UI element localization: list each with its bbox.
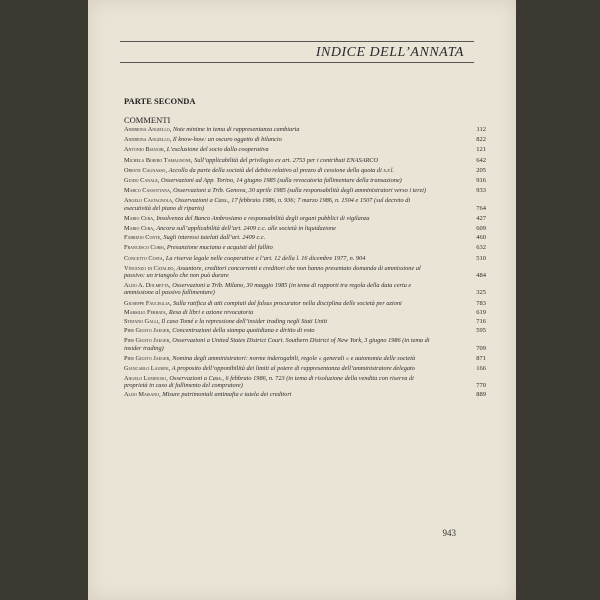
entry-text xyxy=(124,146,432,153)
entry-author: Pier Giusto Jaeger xyxy=(124,337,170,345)
entry-author: Aldo Maisano xyxy=(124,390,160,398)
entry-text xyxy=(124,197,432,211)
entry-author: Marco Cassottana xyxy=(124,187,170,195)
entry-text xyxy=(124,282,432,296)
entry-title: A proposito dell’opponibilità dei limiti al potere di rappresentanza dell’amministratore delegato xyxy=(171,365,415,373)
entry-page-number: 121 xyxy=(476,146,486,154)
index-entry xyxy=(124,365,486,372)
index-entry xyxy=(124,265,486,279)
entry-text xyxy=(124,126,432,133)
entry-title: Sugli interessi tutelati dall’art. 2409 c.c. xyxy=(163,234,266,242)
entry-author: Pier Giusto Jaeger xyxy=(124,354,170,362)
entry-author: Angelo Castagnola xyxy=(124,197,172,205)
entry-separator: , xyxy=(169,187,174,195)
entry-title: Osservazioni a Cass., 17 febbraio 1986, n. 936; 7 marzo 1986, n. 1504 e 1507 (sul decreto di esecutività del piano di riparto) xyxy=(124,197,411,212)
entry-title: Osservazioni ad App. Torino, 14 giugno 1985 (sulla revocatoria fallimentare della transazione) xyxy=(161,177,402,185)
entry-text xyxy=(124,327,432,334)
index-entry xyxy=(124,300,486,307)
entry-page-number: 916 xyxy=(476,177,486,185)
entry-title: Il caso Tomé e la repressione dell’insider trading negli Stati Uniti xyxy=(161,318,328,326)
entry-title: Accollo da parte della società del debito relativo al prezzo di cessione della quota di s.r.l. xyxy=(168,166,395,174)
entry-page-number: 933 xyxy=(476,187,486,195)
index-entry xyxy=(124,355,486,362)
entry-title: L’esclusione del socio dalla cooperativa xyxy=(166,146,269,154)
entry-page-number: 619 xyxy=(476,308,486,316)
entry-separator: , xyxy=(169,354,173,362)
entry-separator: , xyxy=(159,390,163,398)
entry-separator: , xyxy=(163,244,167,252)
entry-separator: , xyxy=(166,375,170,383)
entry-separator: , xyxy=(172,197,176,205)
entry-author: Fabrizio Conte xyxy=(124,234,161,242)
page-title: INDICE DELL’ANNATA xyxy=(315,45,464,60)
index-entry xyxy=(124,187,486,194)
entry-text xyxy=(124,215,432,222)
entry-separator: , xyxy=(169,126,173,133)
index-entry xyxy=(124,146,486,153)
entry-text xyxy=(124,167,432,174)
entry-page-number: 709 xyxy=(476,344,486,352)
entry-title: Sulla ratifica di atti compiuti dal falsus procurator nella disciplina delle società per azioni xyxy=(173,299,402,307)
entry-title: Note minime in tema di rappresentanza cambiaria xyxy=(172,126,300,133)
entry-separator: , xyxy=(190,156,195,164)
entry-author: Francesco Corsi xyxy=(124,244,164,252)
entry-title: Osservazioni a Trib. Milano, 30 maggio 1985 (in tema di rapporti tra regola della data certa e ammissione al passivo fallimentare) xyxy=(124,282,412,297)
entry-title: Assuntore, creditori concorrenti e creditori che non hanno presentato domanda di ammissione al passivo: un triangolo che non può durare xyxy=(124,264,421,280)
entry-author: Stefano Galli xyxy=(124,318,159,326)
entry-page-number: 770 xyxy=(476,382,486,390)
entry-separator: , xyxy=(162,254,166,262)
entry-title: Osservazioni a Trib. Genova, 30 aprile 1985 (sulla responsabilità degli amministratori verso i terzi) xyxy=(173,187,426,195)
entry-text xyxy=(124,265,432,279)
entry-text xyxy=(124,255,432,262)
header-rule-top xyxy=(120,41,474,42)
entry-text xyxy=(124,157,432,164)
entry-separator: , xyxy=(169,136,173,144)
entry-author: Mario Cera xyxy=(124,225,154,233)
entry-text xyxy=(124,225,432,232)
index-entry xyxy=(124,126,486,133)
index-entry xyxy=(124,157,486,164)
entry-text xyxy=(124,177,432,184)
entry-author: Andreina Angiello xyxy=(124,126,170,133)
entry-separator: , xyxy=(157,177,162,185)
entry-separator: , xyxy=(169,327,173,335)
entry-text xyxy=(124,365,432,372)
index-entry xyxy=(124,177,486,184)
index-entry xyxy=(124,327,486,334)
entry-author: Giuseppe Fauceglia xyxy=(124,299,170,307)
entry-separator: , xyxy=(153,214,157,222)
entry-text xyxy=(124,187,432,194)
entry-author: Aldo A. Dolmetta xyxy=(124,282,170,290)
entry-title: Ancora sull’applicabilità dell’art. 2409 c.c. alle società in liquidazione xyxy=(156,225,336,233)
entry-page-number: 427 xyxy=(476,214,486,222)
page-number: 943 xyxy=(442,528,456,538)
entry-author: Concetto Costa xyxy=(124,254,163,262)
entry-text xyxy=(124,391,432,398)
entry-author: Giancarlo Laurini xyxy=(124,365,169,373)
entry-page-number: 166 xyxy=(476,365,486,373)
index-entry xyxy=(124,215,486,222)
entry-separator: , xyxy=(160,234,164,242)
book-page xyxy=(88,0,516,600)
entry-text xyxy=(124,244,432,251)
entry-author: Mario Cera xyxy=(124,214,154,222)
index-entry xyxy=(124,318,486,325)
entry-author: Antonio Bianchi xyxy=(124,146,164,154)
entry-separator: , xyxy=(163,146,167,154)
header-rule-bottom xyxy=(120,62,474,63)
entry-page-number: 716 xyxy=(476,318,486,326)
entry-page-number: 460 xyxy=(476,234,486,242)
entry-separator: , xyxy=(173,264,177,272)
index-entry xyxy=(124,244,486,251)
entry-author: Angelo Luminoso xyxy=(124,375,167,383)
index-entry xyxy=(124,375,486,389)
entry-author: Oreste Cagnasso xyxy=(124,166,166,174)
entry-text xyxy=(124,375,432,389)
entry-author: Pier Giusto Jaeger xyxy=(124,327,170,335)
index-entry xyxy=(124,234,486,241)
entry-separator: , xyxy=(169,337,173,345)
entry-page-number: 112 xyxy=(476,126,486,133)
entry-separator: , xyxy=(165,308,169,316)
entry-title: Sull’applicabilità del privilegio ex art. 2753 per i contributi ENASARCO xyxy=(194,156,379,164)
entry-title: Concentrazioni della stampa quotidiana e diritto di voto xyxy=(172,327,315,335)
entry-page-number: 205 xyxy=(476,166,486,174)
entry-title: Misure patrimoniali antimafia e tutela dei creditori xyxy=(162,390,292,398)
index-entries xyxy=(124,126,486,398)
index-entry xyxy=(124,136,486,143)
index-entry xyxy=(124,309,486,316)
entry-author: Vincenzo di Cataldo xyxy=(124,264,174,272)
entry-title: Osservazioni a Cass., 6 febbraio 1986, n. 723 (in tema di risoluzione della vendita con riserva di proprietà in caso di fallimento del compratore) xyxy=(124,375,414,390)
index-entry xyxy=(124,337,486,351)
index-entry xyxy=(124,197,486,211)
entry-title: Insolvenza del Banco Ambrosiano e responsabilità degli organi pubblici di vigilanza xyxy=(156,214,370,222)
entry-page-number: 783 xyxy=(476,299,486,307)
entry-page-number: 484 xyxy=(476,272,486,280)
entry-page-number: 609 xyxy=(476,225,486,233)
index-entry xyxy=(124,391,486,398)
entry-page-number: 889 xyxy=(476,390,486,398)
entry-page-number: 325 xyxy=(476,289,486,297)
section-heading: COMMENTI xyxy=(124,115,171,125)
entry-page-number: 822 xyxy=(476,136,486,144)
entry-text xyxy=(124,318,432,325)
entry-page-number: 642 xyxy=(476,156,486,164)
entry-author: Guido Canale xyxy=(124,177,158,185)
entry-separator: , xyxy=(153,225,157,233)
index-entry xyxy=(124,225,486,232)
entry-text xyxy=(124,136,432,143)
entry-text xyxy=(124,234,432,241)
index-entry xyxy=(124,282,486,296)
entry-page-number: 595 xyxy=(476,327,486,335)
index-entry xyxy=(124,255,486,262)
entry-separator: , xyxy=(165,166,169,174)
entry-title: La riserva legale nelle cooperative e l’art. 12 della l. 16 dicembre 1977, n. 904 xyxy=(165,254,366,262)
entry-text xyxy=(124,355,432,362)
entry-title: Presunzione muciana e acquisti del fallito xyxy=(166,244,273,252)
entry-page-number: 510 xyxy=(476,254,486,262)
entry-page-number: 764 xyxy=(476,204,486,212)
entry-text xyxy=(124,309,432,316)
entry-title: Il know-how: un oscuro oggetto di bilancio xyxy=(172,136,282,144)
entry-separator: , xyxy=(168,365,172,373)
entry-text xyxy=(124,337,432,351)
entry-author: Marsilio Ferrata xyxy=(124,308,166,316)
entry-author: Andreina Angiello xyxy=(124,136,170,144)
entry-separator: , xyxy=(158,318,162,326)
entry-separator: , xyxy=(169,299,174,307)
part-heading: PARTE SECONDA xyxy=(124,96,196,106)
entry-page-number: 632 xyxy=(476,244,486,252)
index-entry xyxy=(124,167,486,174)
entry-author: Michela Boiero Tamagnone xyxy=(124,156,191,164)
entry-separator: , xyxy=(169,282,173,290)
entry-page-number: 871 xyxy=(476,354,486,362)
entry-title: Nomina degli amministratori: norme inderogabili, regole « generali » e autonomia delle società xyxy=(172,354,416,362)
entry-title: Resa di libri e azione revocatoria xyxy=(168,308,254,316)
entry-text xyxy=(124,300,432,307)
entry-title: Osservazioni a United States District Court. Southern District of New York, 3 giugno 1986 (in tema di insider trading) xyxy=(124,337,430,352)
